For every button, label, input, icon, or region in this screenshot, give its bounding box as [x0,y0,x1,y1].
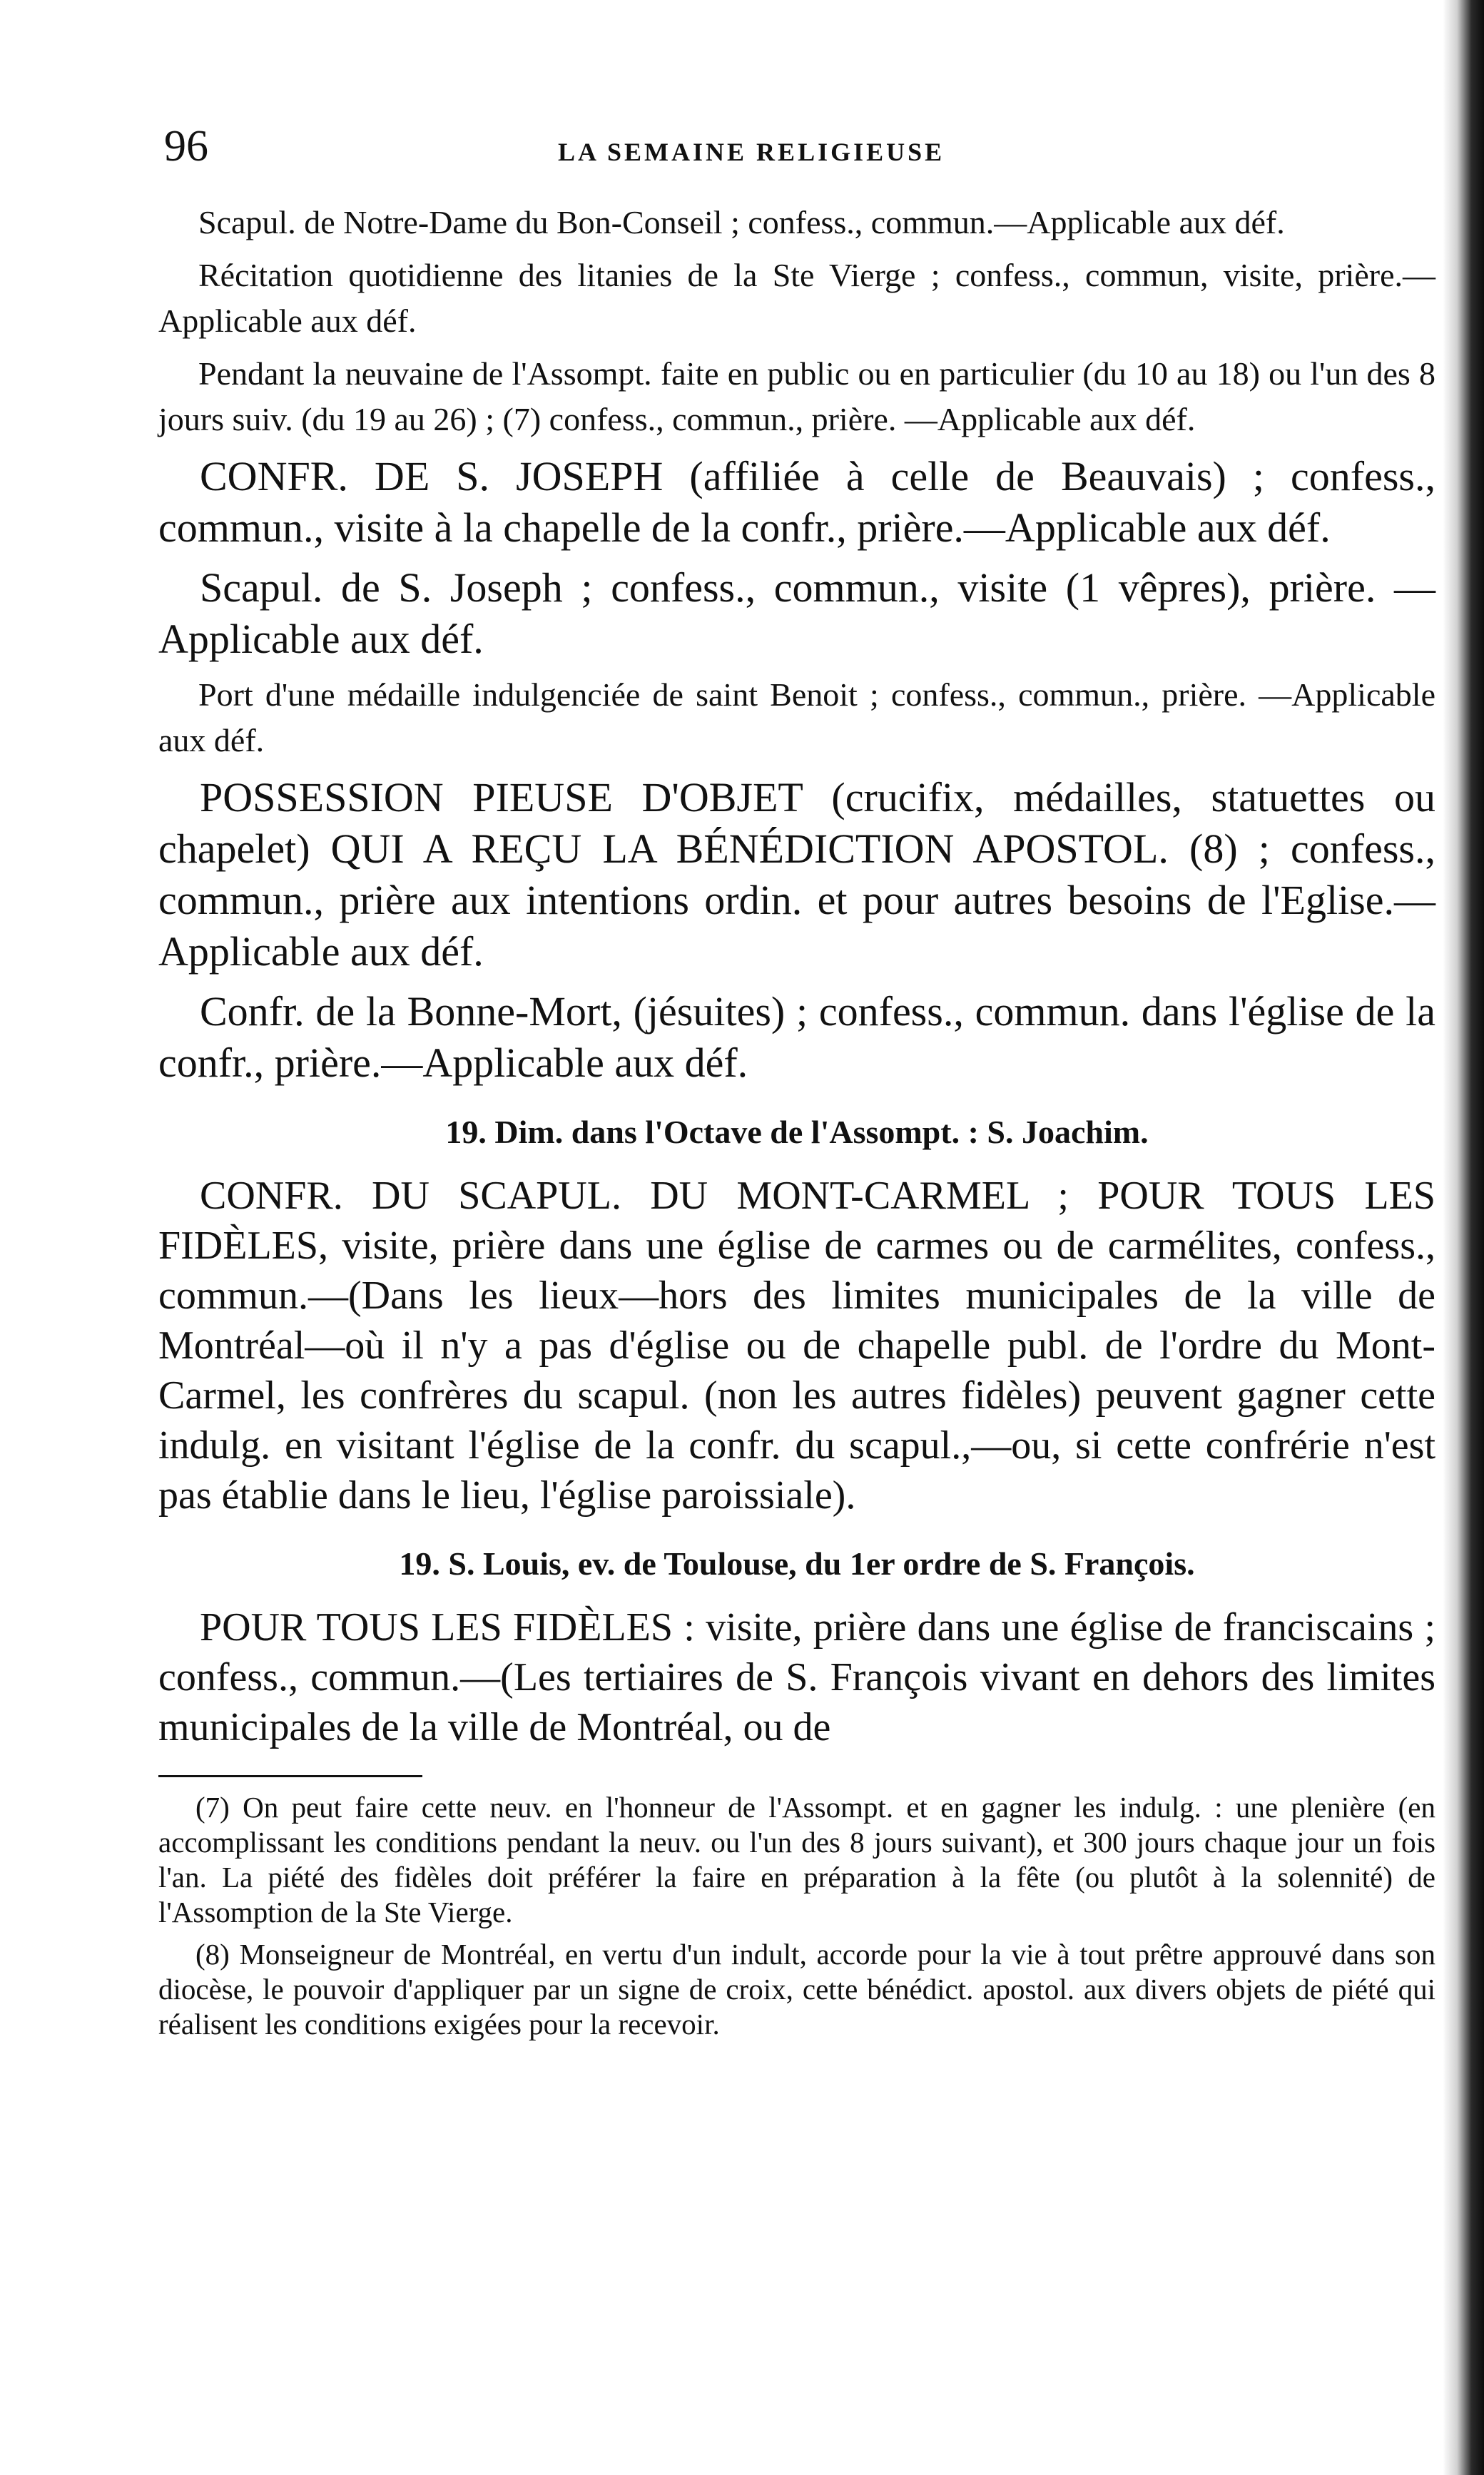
page-header [158,107,1435,193]
footnote-7: (7) On peut faire cette neuv. en l'honneur de l'Assompt. et en gagner les indulg. : une plenière (en accomplissant les conditions pendant la neuv. ou l'un des 8 jours suivant), et 300 jours chaque jour un fois l'an. La piété des fidèles doit préférer la faire en préparation à la fête (ou plutôt à la solennité) de l'Assomption de la Ste Vierge. [158,1791,1435,1928]
entry-confr-s-joseph: CONFR. DE S. JOSEPH (affiliée à celle de Beauvais) ; confess., commun., visite à la chapelle de la confr., prière.—Applicable aux déf. [158,453,1435,551]
entry-neuvaine-assompt: Pendant la neuvaine de l'Assompt. faite en public ou en particulier (du 10 au 18) ou l'un des 8 jours suiv. (du 19 au 26) ; (7) confess., commun., prière. —Applicable aux déf. [158,355,1435,437]
footnote-8: (8) Monseigneur de Montréal, en vertu d'un indult, accorde pour la vie à tout prêtre approuvé dans son diocèse, le pouvoir d'appliquer par un signe de croix, cette bénédict. apostol. aux divers objets de piété qui réalisent les conditions exigées pour la recevoir. [158,1938,1435,2041]
page-number: 96 [164,122,208,171]
section-text-franciscains: POUR TOUS LES FIDÈLES : visite, prière dans une église de franciscains ; confess., commun.—(Les tertiaires de S. François vivant en dehors des limites municipales de la ville de Montréal, ou de [158,1605,1435,1749]
entry-bonne-mort: Confr. de la Bonne-Mort, (jésuites) ; confess., commun. dans l'église de la confr., prière.—Applicable aux déf. [158,988,1435,1086]
scan-edge-shadow [1443,0,1484,2475]
entry-litanies: Récitation quotidienne des litanies de la Ste Vierge ; confess., commun, visite, prière.—Applicable aux déf. [158,257,1435,339]
section-heading-s-joachim: 19. Dim. dans l'Octave de l'Assompt. : S. Joachim. [445,1114,1149,1150]
footnote-divider [158,1775,422,1777]
entry-scapul-bon-conseil: Scapul. de Notre-Dame du Bon-Conseil ; confess., commun.—Applicable aux déf. [198,204,1285,240]
document-page [158,107,1435,2049]
running-title: LA SEMAINE RELIGIEUSE [558,138,945,166]
entry-medaille-saint-benoit: Port d'une médaille indulgenciée de saint Benoit ; confess., commun., prière. —Applicable aux déf. [158,676,1435,758]
entry-possession-pieuse: POSSESSION PIEUSE D'OBJET (crucifix, médailles, statuettes ou chapelet) QUI A REÇU LA BÉNÉDICTION APOSTOL. (8) ; confess., commun., prière aux intentions ordin. et pour autres besoins de l'Eglise.— Applicable aux déf. [158,774,1435,975]
entry-scapul-s-joseph: Scapul. de S. Joseph ; confess., commun., visite (1 vêpres), prière. —Applicable aux déf. [158,564,1435,662]
section-text-mont-carmel: CONFR. DU SCAPUL. DU MONT-CARMEL ; POUR TOUS LES FIDÈLES, visite, prière dans une église de carmes ou de carmélites, confess., commun.—(Dans les lieux—hors des limites municipales de la ville de Montréal—où il n'y a pas d'église ou de chapelle publ. de l'ordre du Mont-Carmel, les confrères du scapul. (non les autres fidèles) peuvent gagner cette indulg. en visitant l'église de la confr. du scapul.,—ou, si cette confrérie n'est pas établie dans le lieu, l'église paroissiale). [158,1174,1435,1518]
section-heading-s-louis: 19. S. Louis, ev. de Toulouse, du 1er ordre de S. François. [399,1545,1195,1582]
